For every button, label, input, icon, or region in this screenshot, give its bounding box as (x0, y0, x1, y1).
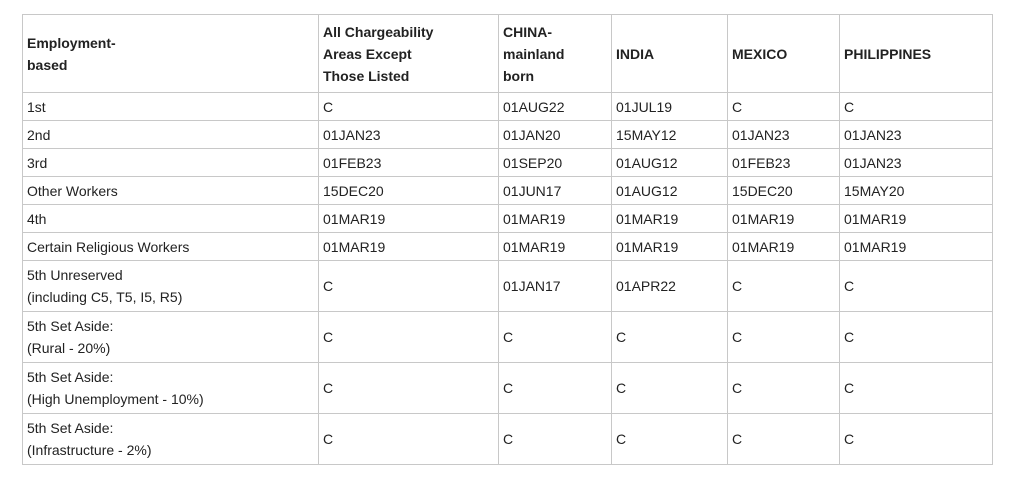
table-row (23, 233, 993, 261)
cell-philippines: 01JAN23 (840, 121, 993, 149)
table-row (23, 363, 993, 414)
cell-india: 01AUG12 (612, 149, 728, 177)
cell-india: 01MAR19 (612, 233, 728, 261)
cell-china: C (499, 312, 612, 363)
cell-philippines: 15MAY20 (840, 177, 993, 205)
cell-mexico: 01MAR19 (728, 205, 840, 233)
table-header (23, 15, 993, 93)
cell-philippines: 01MAR19 (840, 233, 993, 261)
row-category: 5th Unreserved (including C5, T5, I5, R5) (23, 261, 319, 312)
cell-philippines: 01MAR19 (840, 205, 993, 233)
cell-india: 01MAR19 (612, 205, 728, 233)
header-row (23, 15, 993, 93)
cell-mexico: C (728, 312, 840, 363)
cell-china: 01JUN17 (499, 177, 612, 205)
table-row (23, 261, 993, 312)
cell-mexico: 01MAR19 (728, 233, 840, 261)
cell-mexico: C (728, 414, 840, 465)
table-row (23, 93, 993, 121)
row-category: 2nd (23, 121, 319, 149)
cell-mexico: 15DEC20 (728, 177, 840, 205)
row-category: 4th (23, 205, 319, 233)
cell-india: 01AUG12 (612, 177, 728, 205)
cell-mexico: C (728, 363, 840, 414)
cell-india: 15MAY12 (612, 121, 728, 149)
cell-mexico: C (728, 93, 840, 121)
cell-all-chargeability: 01JAN23 (319, 121, 499, 149)
header-india: INDIA (612, 15, 728, 93)
cell-india: C (612, 312, 728, 363)
cell-all-chargeability: C (319, 93, 499, 121)
cell-india: C (612, 363, 728, 414)
cell-china: 01AUG22 (499, 93, 612, 121)
cell-all-chargeability: 15DEC20 (319, 177, 499, 205)
table-row (23, 177, 993, 205)
cell-india: 01JUL19 (612, 93, 728, 121)
cell-mexico: 01FEB23 (728, 149, 840, 177)
cell-philippines: C (840, 93, 993, 121)
cell-china: C (499, 414, 612, 465)
table-row (23, 121, 993, 149)
cell-india: 01APR22 (612, 261, 728, 312)
row-category: 1st (23, 93, 319, 121)
table-body (23, 93, 993, 465)
table-row (23, 205, 993, 233)
cell-all-chargeability: C (319, 261, 499, 312)
header-mexico: MEXICO (728, 15, 840, 93)
cell-china: 01MAR19 (499, 233, 612, 261)
table-row (23, 312, 993, 363)
header-all-chargeability: All Chargeability Areas Except Those Listed (319, 15, 499, 93)
row-category: 5th Set Aside: (High Unemployment - 10%) (23, 363, 319, 414)
cell-all-chargeability: C (319, 414, 499, 465)
header-china: CHINA- mainland born (499, 15, 612, 93)
row-category: Other Workers (23, 177, 319, 205)
cell-all-chargeability: C (319, 363, 499, 414)
cell-china: 01SEP20 (499, 149, 612, 177)
cell-mexico: 01JAN23 (728, 121, 840, 149)
cell-china: 01JAN17 (499, 261, 612, 312)
cell-philippines: C (840, 414, 993, 465)
cell-all-chargeability: 01MAR19 (319, 233, 499, 261)
cell-all-chargeability: 01MAR19 (319, 205, 499, 233)
row-category: 3rd (23, 149, 319, 177)
visa-bulletin-table (22, 14, 993, 465)
cell-china: 01JAN20 (499, 121, 612, 149)
row-category: 5th Set Aside: (Infrastructure - 2%) (23, 414, 319, 465)
cell-china: C (499, 363, 612, 414)
cell-india: C (612, 414, 728, 465)
cell-china: 01MAR19 (499, 205, 612, 233)
row-category: Certain Religious Workers (23, 233, 319, 261)
cell-philippines: C (840, 261, 993, 312)
cell-all-chargeability: C (319, 312, 499, 363)
header-philippines: PHILIPPINES (840, 15, 993, 93)
cell-philippines: C (840, 312, 993, 363)
table-row (23, 414, 993, 465)
row-category: 5th Set Aside: (Rural - 20%) (23, 312, 319, 363)
cell-all-chargeability: 01FEB23 (319, 149, 499, 177)
cell-philippines: C (840, 363, 993, 414)
cell-philippines: 01JAN23 (840, 149, 993, 177)
header-category: Employment- based (23, 15, 319, 93)
visa-bulletin-table-container (22, 14, 993, 465)
cell-mexico: C (728, 261, 840, 312)
table-row (23, 149, 993, 177)
